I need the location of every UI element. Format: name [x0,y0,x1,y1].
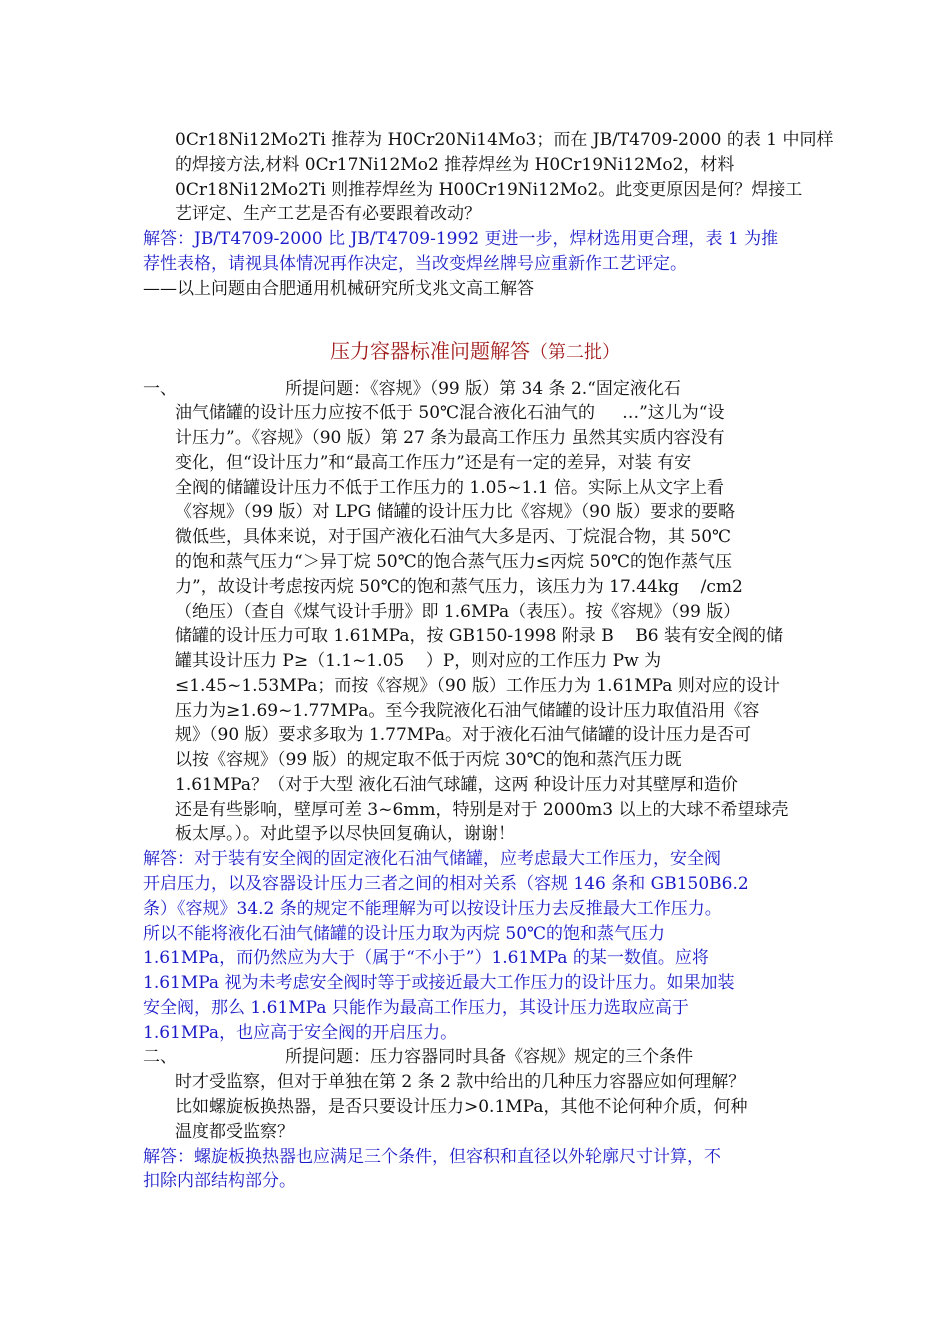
heading-batch: （第二批） [530,342,620,363]
q1-line: 计压力”。《容规》（90 版）第 27 条为最高工作压力 虽然其实质内容没有 [175,428,725,448]
q2-answer-line: 解答：螺旋板换热器也应满足三个条件，但容积和直径以外轮廓尺寸计算，不 [143,1147,721,1167]
q1-line: 还是有些影响，壁厚可差 3~6mm，特别是对于 2000m3 以上的大球不希望球壳 [175,800,789,820]
q1-answer-line: 1.61MPa 视为未考虑安全阀时等于或接近最大工作压力的设计压力。如果加装 [143,973,735,993]
answer-credit: ——以上问题由合肥通用机械研究所戈兆文高工解答 [143,279,534,299]
q1-line: 1.61MPa？（对于大型 液化石油气球罐，这两 种设计压力对其壁厚和造价 [175,775,738,795]
prev-question-line: 0Cr18Ni12Mo2Ti 则推荐焊丝为 H00Cr19Ni12Mo2。此变更原因是何？焊接工 [175,180,803,200]
q2-line: 温度都受监察？ [175,1122,294,1142]
q2-line: 时才受监察，但对于单独在第 2 条 2 款中给出的几种压力容器应如何理解？ [175,1072,746,1092]
q1-answer-line: 1.61MPa，而仍然应为大于（属于“不小于”）1.61MPa 的某一数值。应将 [143,948,709,968]
q1-answer-line: 开启压力，以及容器设计压力三者之间的相对关系（容规 146 条和 GB150B6.2 [143,874,749,894]
prev-question-line: 0Cr18Ni12Mo2Ti 推荐为 H0Cr20Ni14Mo3；而在 JB/T4709-2000 的表 1 中同样 [175,130,834,150]
q1-line: 压力为≥1.69~1.77MPa。至今我院液化石油气储罐的设计压力取值沿用《容 [175,701,760,721]
q1-line: 罐其设计压力 P≥（1.1~1.05 ）P，则对应的工作压力 Pw 为 [175,651,662,671]
q1-line: ≤1.45~1.53MPa；而按《容规》（90 版）工作压力为 1.61MPa 则对应的设计 [175,676,780,696]
q2-line: 比如螺旋板换热器，是否只要设计压力>0.1MPa，其他不论何种介质，何种 [175,1097,748,1117]
q1-line: 以按《容规》（99 版）的规定取不低于丙烷 30℃的饱和蒸汽压力既 [175,750,682,770]
prev-answer-line: 荐性表格，请视具体情况再作决定，当改变焊丝牌号应重新作工艺评定。 [143,254,687,274]
q1-line: （绝压）（查自《煤气设计手册》即 1.6MPa（表压）。按《容规》（99 版） [175,602,741,622]
q1-line: 板太厚。）。对此望予以尽快回复确认，谢谢！ [175,824,515,844]
prev-question-line: 艺评定、生产工艺是否有必要跟着改动？ [175,204,481,224]
section-heading [0,336,950,368]
q1-line: 《容规》（99 版）对 LPG 储罐的设计压力比《容规》（90 版）要求的要略 [175,502,736,522]
heading-title: 压力容器标准问题解答 [330,339,530,363]
prev-answer-line: 解答：JB/T4709-2000 比 JB/T4709-1992 更进一步，焊材选用更合理，表 1 为推 [143,229,779,249]
q1-line: 储罐的设计压力可取 1.61MPa，按 GB150-1998 附录 B B6 装有安全阀的储 [175,626,784,646]
q1-answer-line: 解答：对于装有安全阀的固定液化石油气储罐，应考虑最大工作压力，安全阀 [143,849,721,869]
q1-answer-line: 条）《容规》34.2 条的规定不能理解为可以按设计压力去反推最大工作压力。 [143,899,722,919]
q1-line: 力”，故设计考虑按丙烷 50℃的饱和蒸气压力，该压力为 17.44kg /cm2 [175,577,743,597]
q2-answer-line: 扣除内部结构部分。 [143,1171,296,1191]
q2-first-line: 二、 所提问题：压力容器同时具备《容规》规定的三个条件 [143,1047,694,1067]
q1-line: 油气储罐的设计压力应按不低于 50℃混合液化石油气的 …”这儿为“设 [175,403,725,423]
q1-first-line: 一、 所提问题：《容规》（99 版）第 34 条 2.“固定液化石 [143,379,681,399]
prev-question-line: 的焊接方法,材料 0Cr17Ni12Mo2 推荐焊丝为 H0Cr19Ni12Mo2，材料 [175,155,735,175]
q1-answer-line: 安全阀，那么 1.61MPa 只能作为最高工作压力，其设计压力选取应高于 [143,998,689,1018]
q1-line: 全阀的储罐设计压力不低于工作压力的 1.05~1.1 倍。实际上从文字上看 [175,478,724,498]
q1-answer-line: 1.61MPa，也应高于安全阀的开启压力。 [143,1023,458,1043]
q1-line: 变化，但“设计压力”和“最高工作压力”还是有一定的差异，对装 有安 [175,453,692,473]
q1-answer-line: 所以不能将液化石油气储罐的设计压力取为丙烷 50℃的饱和蒸气压力 [143,924,666,944]
q1-line: 规》（90 版）要求多取为 1.77MPa。对于液化石油气储罐的设计压力是否可 [175,725,752,745]
q1-line: 微低些，具体来说，对于国产液化石油气大多是丙、丁烷混合物，其 50℃ [175,527,732,547]
q1-line: 的饱和蒸气压力“＞异丁烷 50℃的饱合蒸气压力≤丙烷 50℃的饱作蒸气压 [175,552,733,572]
